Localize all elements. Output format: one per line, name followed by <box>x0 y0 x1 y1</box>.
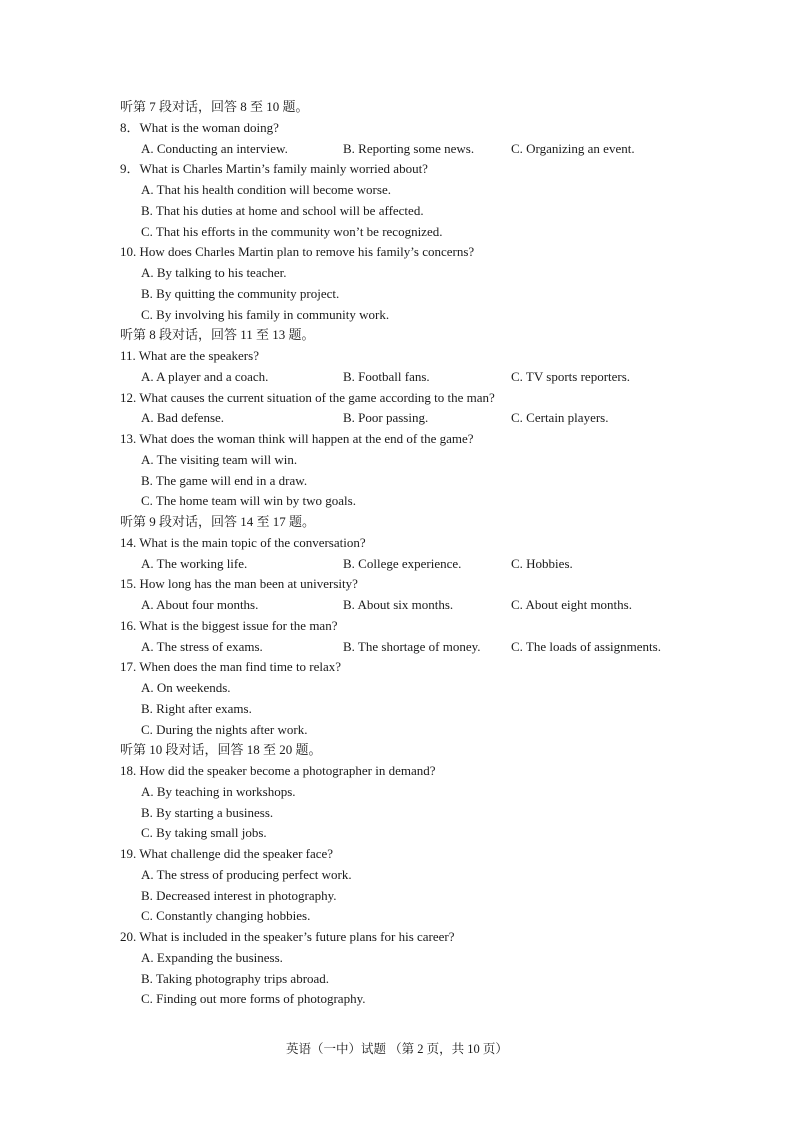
option-text: A. About four months. <box>141 597 259 612</box>
option-text: B. Taking photography trips abroad. <box>141 970 330 986</box>
option-text: B. Poor passing. <box>343 410 429 426</box>
option-text: A. By talking to his teacher. <box>141 265 287 280</box>
question-stem <box>0 927 794 947</box>
option-text: C. Organizing an event. <box>511 140 635 156</box>
section-heading-text: 听第 10 段对话，回答 18 至 20 题。 <box>120 742 322 758</box>
option-row <box>0 637 794 657</box>
question-text: 10. How does Charles Martin plan to remove his family’s concerns? <box>120 244 475 260</box>
option-text: B. Right after exams. <box>141 700 252 716</box>
question-stem <box>0 657 794 677</box>
option-line <box>0 471 794 491</box>
option-row <box>0 595 794 615</box>
question-text: 18. How did the speaker become a photographer in demand? <box>120 763 436 778</box>
option-text: B. The game will end in a draw. <box>141 472 308 488</box>
option-row <box>0 554 794 574</box>
option-text: C. Certain players. <box>511 410 609 426</box>
question-stem <box>0 533 794 553</box>
question-text: 19. What challenge did the speaker face? <box>120 846 334 861</box>
option-text: A. The visiting team will win. <box>141 451 298 467</box>
option-line <box>0 803 794 823</box>
option-row <box>0 408 794 428</box>
option-line <box>0 180 794 200</box>
option-text: C. Constantly changing hobbies. <box>141 908 311 924</box>
option-line <box>0 491 794 511</box>
option-text: A. Bad defense. <box>141 410 225 426</box>
question-text: 20. What is included in the speaker’s future plans for his career? <box>120 929 455 944</box>
option-text: C. The home team will win by two goals. <box>141 493 356 509</box>
question-text: 11. What are the speakers? <box>120 348 259 363</box>
option-row <box>0 367 794 387</box>
option-text: C. By taking small jobs. <box>141 825 267 841</box>
section-heading <box>0 325 794 345</box>
option-text: B. The shortage of money. <box>343 638 481 654</box>
question-stem <box>0 574 794 594</box>
option-text: B. Football fans. <box>343 368 430 384</box>
option-line <box>0 886 794 906</box>
option-text: B. College experience. <box>343 555 462 571</box>
option-text: B. That his duties at home and school will be affected. <box>141 202 424 218</box>
option-text: C. Finding out more forms of photography. <box>141 991 366 1007</box>
option-text: A. The stress of exams. <box>141 638 263 654</box>
option-text: A. A player and a coach. <box>141 368 269 384</box>
option-text: A. Conducting an interview. <box>141 140 288 156</box>
option-text: C. TV sports reporters. <box>511 368 631 384</box>
page-footer: 英语（一中）试题 （第 2 页，共 10 页） <box>286 1042 508 1056</box>
option-line <box>0 699 794 719</box>
option-text: C. The loads of assignments. <box>511 638 661 654</box>
option-line <box>0 948 794 968</box>
option-line <box>0 823 794 843</box>
question-stem <box>0 346 794 366</box>
option-line <box>0 782 794 802</box>
option-line <box>0 720 794 740</box>
option-line <box>0 969 794 989</box>
question-stem <box>0 616 794 636</box>
section-heading-text: 听第 8 段对话，回答 11 至 13 题。 <box>120 327 315 343</box>
option-line <box>0 865 794 885</box>
option-line <box>0 263 794 283</box>
question-text: 13. What does the woman think will happen at the end of the game? <box>120 431 474 446</box>
option-text: B. By starting a business. <box>141 804 274 820</box>
option-line <box>0 678 794 698</box>
section-heading-text: 听第 7 段对话，回答 8 至 10 题。 <box>120 99 309 114</box>
section-heading <box>0 740 794 760</box>
option-line <box>0 222 794 242</box>
question-stem <box>0 242 794 262</box>
question-text: 8．What is the woman doing? <box>120 119 279 135</box>
option-line <box>0 305 794 325</box>
option-text: C. About eight months. <box>511 597 632 612</box>
question-text: 9．What is Charles Martin’s family mainly worried about? <box>120 161 428 177</box>
option-text: C. Hobbies. <box>511 555 573 571</box>
question-stem <box>0 159 794 179</box>
question-text: 17. When does the man find time to relax? <box>120 659 342 675</box>
section-heading <box>0 512 794 532</box>
option-text: A. The stress of producing perfect work. <box>141 866 352 882</box>
option-line <box>0 906 794 926</box>
option-text: B. By quitting the community project. <box>141 285 340 301</box>
section-heading <box>0 97 794 117</box>
option-line <box>0 284 794 304</box>
option-text: B. Decreased interest in photography. <box>141 887 337 903</box>
option-line <box>0 989 794 1009</box>
question-text: 14. What is the main topic of the conversation? <box>120 534 366 550</box>
option-text: C. That his efforts in the community won’t be recognized. <box>141 223 443 239</box>
question-stem <box>0 429 794 449</box>
option-row <box>0 139 794 159</box>
option-text: A. Expanding the business. <box>141 949 283 965</box>
option-text: A. On weekends. <box>141 680 231 695</box>
option-line <box>0 201 794 221</box>
question-stem <box>0 844 794 864</box>
question-text: 16. What is the biggest issue for the man? <box>120 617 338 633</box>
option-text: A. That his health condition will become worse. <box>141 182 391 197</box>
option-text: A. The working life. <box>141 555 248 571</box>
question-stem <box>0 761 794 781</box>
question-text: 12. What causes the current situation of the game according to the man? <box>120 389 495 405</box>
question-text: 15. How long has the man been at university? <box>120 576 358 592</box>
question-stem <box>0 388 794 408</box>
option-text: C. By involving his family in community work. <box>141 306 390 322</box>
question-stem <box>0 118 794 138</box>
section-heading-text: 听第 9 段对话，回答 14 至 17 题。 <box>120 514 316 529</box>
option-text: C. During the nights after work. <box>141 721 308 737</box>
option-line <box>0 450 794 470</box>
option-text: A. By teaching in workshops. <box>141 783 296 799</box>
option-text: B. About six months. <box>343 597 454 612</box>
option-text: B. Reporting some news. <box>343 140 475 156</box>
